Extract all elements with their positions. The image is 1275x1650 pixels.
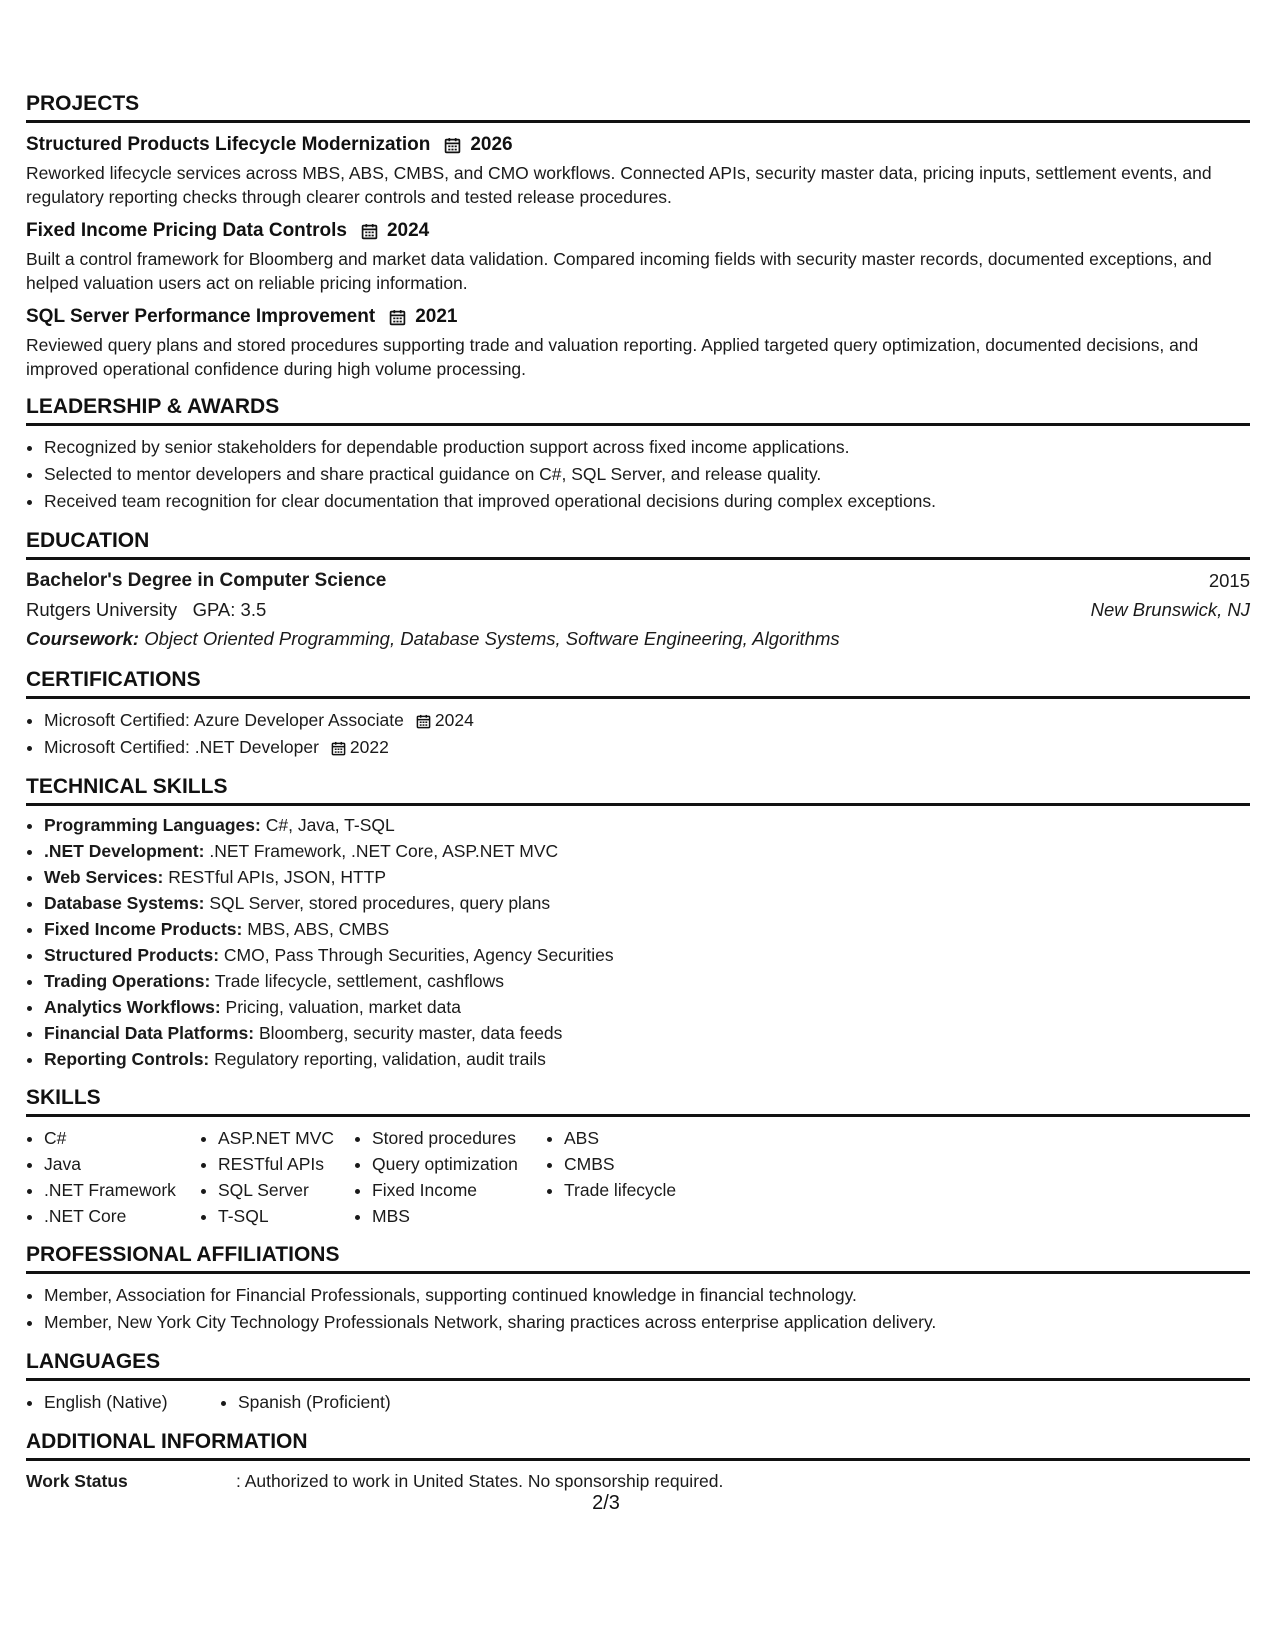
page-number: 2/3	[592, 1492, 620, 1514]
skill-item: • Trade lifecycle	[564, 1177, 724, 1203]
project-year: 2024	[386, 220, 430, 241]
project-item	[26, 219, 1250, 295]
certification-item	[44, 707, 1250, 734]
certification-item	[44, 734, 1250, 761]
project-description: Reworked lifecycle services across MBS, ABS, CMBS, and CMO workflows. Connected APIs, security master data, pricing inputs, settlement events, and regulatory reporting checks through clearer controls and tested release procedures.	[26, 163, 1212, 207]
section-title-additional-info: ADDITIONAL INFORMATION	[26, 1430, 1250, 1461]
list-item: • Member, New York City Technology Professionals Network, sharing practices across enterprise application delivery.	[44, 1309, 1250, 1336]
project-year: 2021	[415, 306, 458, 327]
skill-item: • T-SQL	[218, 1203, 354, 1229]
resume-page	[26, 92, 1250, 1507]
skill-value: Trade lifecycle, settlement, cashflows	[214, 971, 505, 991]
skill-label: Web Services:	[44, 867, 164, 887]
calendar-icon	[389, 309, 406, 326]
affiliations-section	[26, 1243, 1250, 1336]
list-item: • Selected to mentor developers and share practical guidance on C#, SQL Server, and release quality.	[44, 461, 1250, 488]
skill-label: Analytics Workflows:	[44, 997, 221, 1017]
skill-value: Bloomberg, security master, data feeds	[258, 1023, 563, 1043]
project-year: 2026	[470, 134, 513, 155]
skill-value: MBS, ABS, CMBS	[247, 919, 390, 939]
gpa: GPA: 3.5	[192, 599, 267, 620]
skill-label: Database Systems:	[44, 893, 205, 913]
skill-value: Regulatory reporting, validation, audit trails	[214, 1049, 546, 1069]
skill-item: • .NET Core	[44, 1203, 200, 1229]
skill-item: • Query optimization	[372, 1151, 546, 1177]
skill-label: .NET Development:	[44, 841, 205, 861]
skill-label: Financial Data Platforms:	[44, 1023, 255, 1043]
school-name: Rutgers University	[26, 599, 178, 620]
skill-value: RESTful APIs, JSON, HTTP	[168, 867, 387, 887]
skill-row	[44, 1046, 1250, 1072]
skill-row	[44, 968, 1250, 994]
skill-row	[44, 916, 1250, 942]
calendar-icon	[331, 741, 346, 756]
education-section	[26, 529, 1250, 654]
additional-info-section	[26, 1430, 1250, 1493]
language-item: • Spanish (Proficient)	[238, 1389, 391, 1416]
skill-value: Pricing, valuation, market data	[225, 997, 461, 1017]
skill-label: Reporting Controls:	[44, 1049, 210, 1069]
work-status-label: Work Status	[26, 1471, 128, 1491]
skill-value: SQL Server, stored procedures, query plans	[209, 893, 551, 913]
leadership-section	[26, 395, 1250, 515]
project-name: Fixed Income Pricing Data Controls	[26, 220, 347, 241]
skill-row	[44, 1020, 1250, 1046]
skill-item: • .NET Framework	[44, 1177, 200, 1203]
project-name: SQL Server Performance Improvement	[26, 306, 376, 327]
calendar-icon	[416, 714, 431, 729]
skill-value: CMO, Pass Through Securities, Agency Securities	[223, 945, 614, 965]
list-item: • Recognized by senior stakeholders for dependable production support across fixed income applications.	[44, 434, 1250, 461]
list-item: • Member, Association for Financial Professionals, supporting continued knowledge in financial technology.	[44, 1282, 1250, 1309]
skill-item: • Java	[44, 1151, 200, 1177]
projects-section	[26, 92, 1250, 381]
section-title-affiliations: PROFESSIONAL AFFILIATIONS	[26, 1243, 1250, 1274]
coursework: Object Oriented Programming, Database Systems, Software Engineering, Algorithms	[144, 628, 840, 649]
skill-row	[44, 864, 1250, 890]
skill-row	[44, 890, 1250, 916]
certification-name: Microsoft Certified: Azure Developer Associate	[44, 710, 404, 730]
section-title-leadership: LEADERSHIP & AWARDS	[26, 395, 1250, 426]
skill-row	[44, 838, 1250, 864]
skill-row	[44, 812, 1250, 838]
graduation-year: 2015	[1208, 570, 1250, 591]
skills-section	[26, 1086, 1250, 1229]
skill-row	[44, 942, 1250, 968]
skill-label: Structured Products:	[44, 945, 220, 965]
work-status-value: : Authorized to work in United States. No sponsorship required.	[236, 1471, 724, 1491]
skill-label: Trading Operations:	[44, 971, 211, 991]
coursework-label: Coursework:	[26, 628, 140, 649]
project-name: Structured Products Lifecycle Modernization	[26, 134, 431, 155]
skill-item: • Fixed Income	[372, 1177, 546, 1203]
skill-value: C#, Java, T-SQL	[265, 815, 395, 835]
section-title-languages: LANGUAGES	[26, 1350, 1250, 1381]
list-item: • Received team recognition for clear documentation that improved operational decisions during complex exceptions.	[44, 488, 1250, 515]
degree: Bachelor's Degree in Computer Science	[26, 570, 387, 591]
project-description: Built a control framework for Bloomberg and market data validation. Compared incoming fields with security master records, documented exceptions, and helped valuation users act on reliable pricing information.	[26, 249, 1212, 293]
skill-value: .NET Framework, .NET Core, ASP.NET MVC	[209, 841, 559, 861]
calendar-icon	[361, 223, 378, 240]
section-title-certifications: CERTIFICATIONS	[26, 668, 1250, 699]
certification-name: Microsoft Certified: .NET Developer	[44, 737, 319, 757]
skill-label: Fixed Income Products:	[44, 919, 243, 939]
skill-label: Programming Languages:	[44, 815, 261, 835]
skill-item: • ASP.NET MVC	[218, 1125, 354, 1151]
skill-item: • Stored procedures	[372, 1125, 546, 1151]
section-title-projects: PROJECTS	[26, 92, 1250, 123]
language-item: • English (Native)	[44, 1389, 220, 1416]
skill-item: • SQL Server	[218, 1177, 354, 1203]
skill-item: • C#	[44, 1125, 200, 1151]
skill-item: • CMBS	[564, 1151, 724, 1177]
calendar-icon	[444, 137, 461, 154]
technical-skills-section	[26, 775, 1250, 1072]
school-location: New Brunswick, NJ	[1090, 599, 1250, 620]
skill-item: • RESTful APIs	[218, 1151, 354, 1177]
section-title-skills: SKILLS	[26, 1086, 1250, 1117]
project-description: Reviewed query plans and stored procedures supporting trade and valuation reporting. Applied targeted query optimization, documented decisions, and improved operational confidence during high volume processing.	[26, 335, 1199, 379]
certifications-section	[26, 668, 1250, 761]
certification-year: 2024	[434, 710, 474, 730]
certification-year: 2022	[349, 737, 389, 757]
skill-item: • ABS	[564, 1125, 724, 1151]
project-item	[26, 305, 1250, 381]
section-title-technical-skills: TECHNICAL SKILLS	[26, 775, 1250, 806]
section-title-education: EDUCATION	[26, 529, 1250, 560]
skill-item: • MBS	[372, 1203, 546, 1229]
skill-row	[44, 994, 1250, 1020]
project-item	[26, 133, 1250, 209]
languages-section	[26, 1350, 1250, 1416]
